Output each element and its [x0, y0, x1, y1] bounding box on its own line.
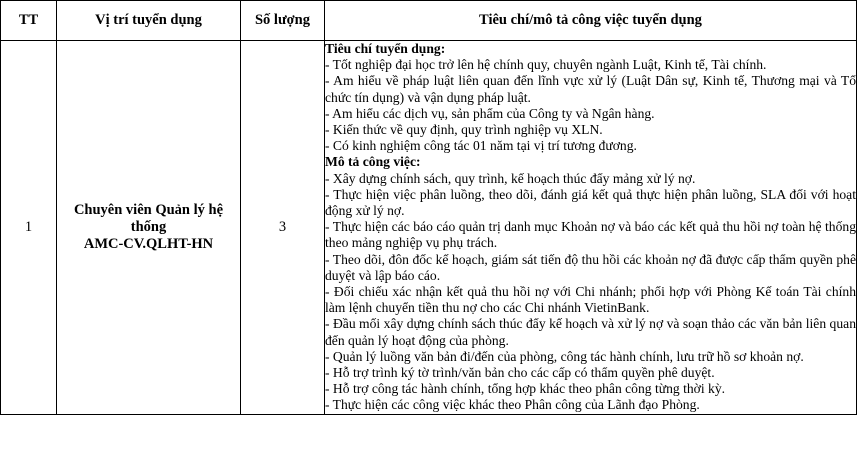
- duty-item: - Hỗ trợ công tác hành chính, tổng hợp khác theo phân công từng thời kỳ.: [325, 381, 726, 397]
- position-code: AMC-CV.QLHT-HN: [83, 235, 214, 252]
- duty-item: - Thực hiện việc phân luồng, theo dõi, đánh giá kết quả thực hiện phân luồng, SLA đối với hoạt động xử lý nợ.: [325, 186, 856, 219]
- row-number: 1: [1, 41, 57, 415]
- duty-item: - Xây dựng chính sách, quy trình, kế hoạch thúc đẩy mảng xử lý nợ.: [325, 170, 696, 186]
- header-quantity: Số lượng: [241, 1, 325, 41]
- description-cell: [325, 41, 857, 415]
- criteria-item: - Có kinh nghiệm công tác 01 năm tại vị trí tương đương.: [325, 138, 637, 154]
- duty-item: - Đối chiếu xác nhận kết quả thu hồi nợ với Chi nhánh; phối hợp với Phòng Kế toán Tài chính làm lệnh chuyển tiền thu nợ cho các Chi nhánh VietinBank.: [325, 284, 856, 316]
- duty-item: - Thực hiện các báo cáo quản trị danh mục Khoản nợ và báo các kết quả thu hồi nợ toàn hệ thống theo mảng nghiệp vụ phụ trách.: [325, 219, 856, 251]
- criteria-item: - Am hiểu các dịch vụ, sản phẩm của Công ty và Ngân hàng.: [325, 105, 655, 121]
- criteria-heading: Tiêu chí tuyển dụng:: [325, 41, 446, 56]
- duty-item: - Quản lý luồng văn bản đi/đến của phòng, công tác hành chính, lưu trữ hồ sơ khoản nợ.: [325, 348, 804, 364]
- header-description: Tiêu chí/mô tả công việc tuyển dụng: [325, 1, 857, 41]
- quantity-cell: 3: [241, 41, 325, 415]
- table-row: [1, 41, 857, 415]
- header-position: Vị trí tuyển dụng: [57, 1, 241, 41]
- duty-item: - Hỗ trợ trình ký tờ trình/văn bản cho các cấp có thẩm quyền phê duyệt.: [325, 365, 715, 381]
- duty-item: - Theo dõi, đôn đốc kế hoạch, giám sát tiến độ thu hồi các khoản nợ đã được cấp thẩm quyền phê duyệt và lập báo cáo.: [325, 251, 856, 283]
- position-cell: [57, 41, 241, 415]
- header-tt: TT: [1, 1, 57, 41]
- header-row: [1, 1, 857, 41]
- duties-heading: Mô tả công việc:: [325, 154, 421, 170]
- criteria-item: - Kiến thức về quy định, quy trình nghiệp vụ XLN.: [325, 122, 603, 138]
- criteria-item: - Tốt nghiệp đại học trở lên hệ chính quy, chuyên ngành Luật, Kinh tế, Tài chính.: [325, 57, 767, 73]
- duty-item: - Đầu mối xây dựng chính sách thúc đẩy kế hoạch và xử lý nợ và soạn thảo các văn bản liên quan đến quản lý hoạt động của phòng.: [325, 316, 856, 348]
- position-title: Chuyên viên Quản lý hệ thống: [73, 201, 224, 235]
- criteria-item: - Am hiểu về pháp luật liên quan đến lĩnh vực xử lý (Luật Dân sự, Kinh tế, Thương mại và Tổ chức tín dụng) và vận dụng pháp luật.: [325, 73, 856, 105]
- duty-item: - Thực hiện các công việc khác theo Phân công của Lãnh đạo Phòng.: [325, 397, 700, 413]
